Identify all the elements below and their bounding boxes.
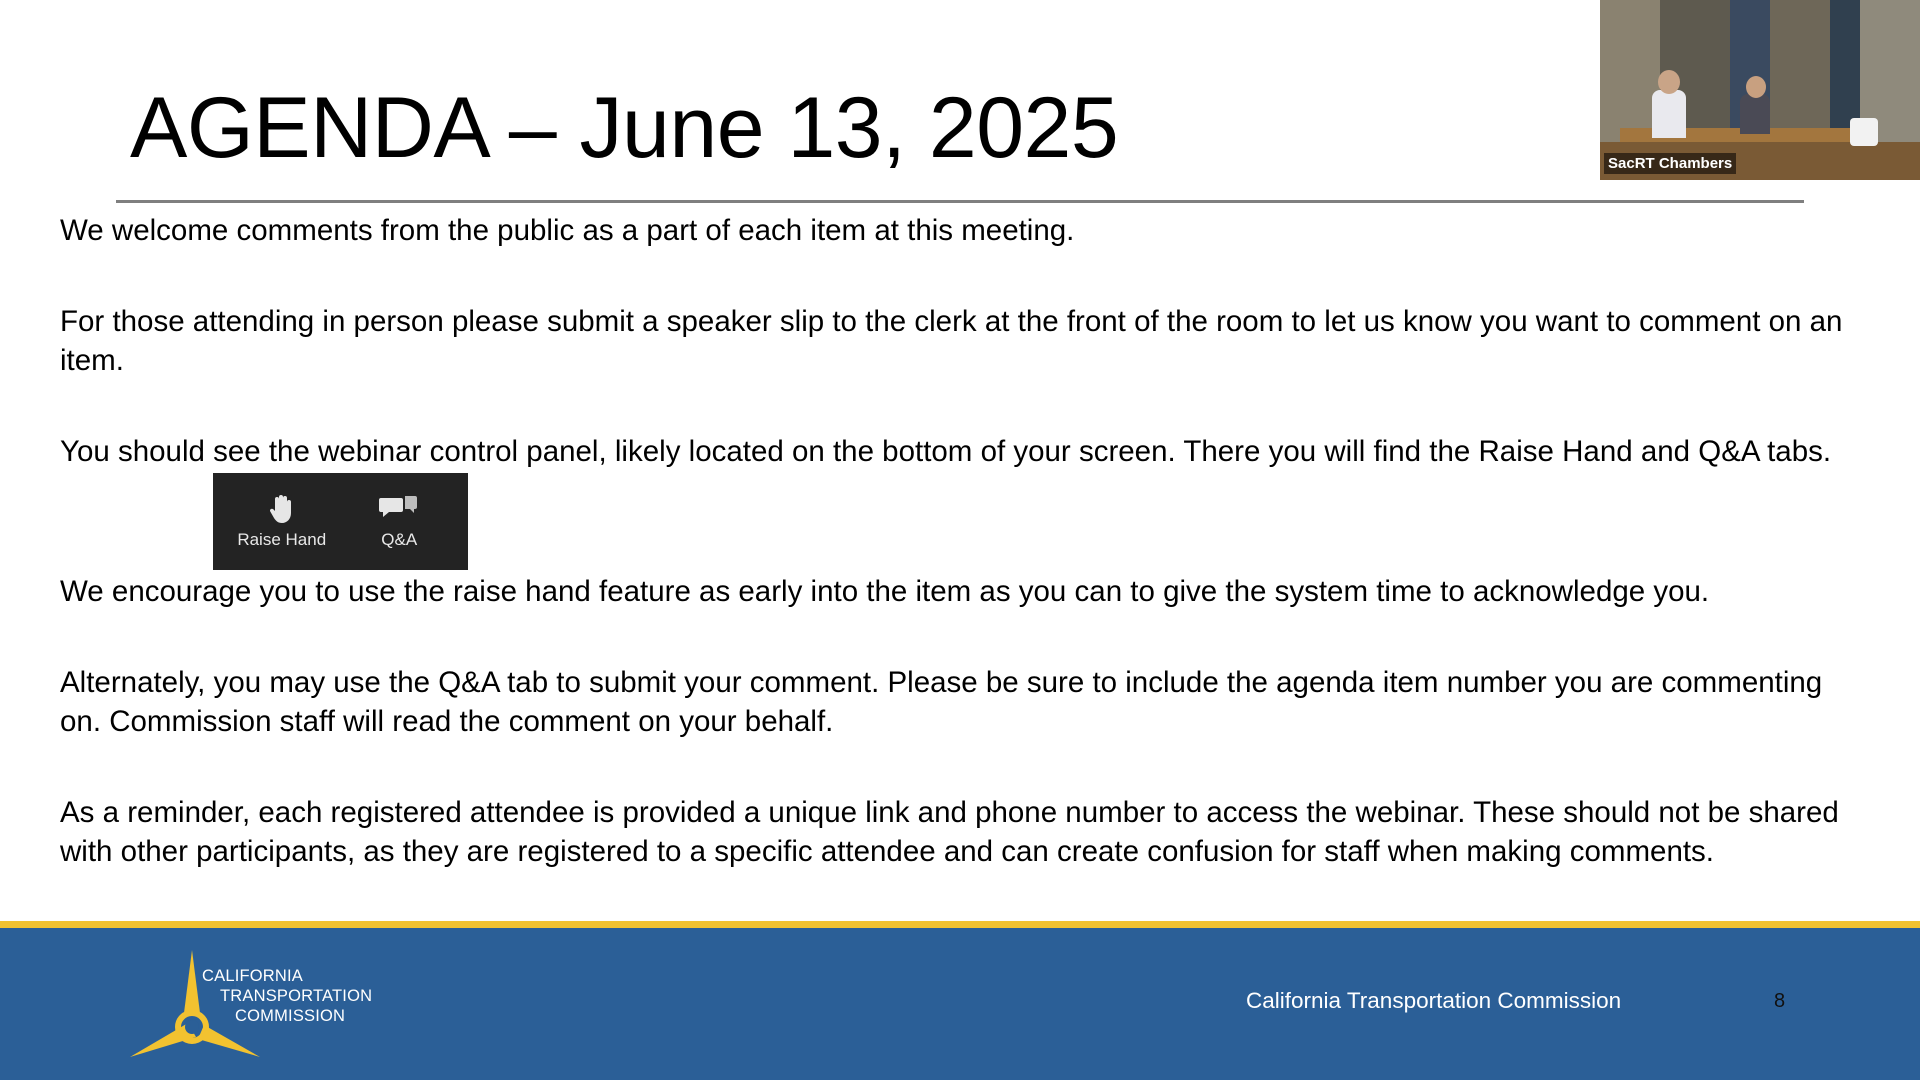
footer-accent-line [0,921,1920,928]
paragraph-speaker-slip: For those attending in person please submit a speaker slip to the clerk at the front of the room to let us know you want to comment on an item. [60,305,1843,377]
hand-icon [269,494,295,524]
raise-hand-label: Raise Hand [237,529,327,549]
paragraph-reminder: As a reminder, each registered attendee is provided a unique link and phone number to access the webinar. These should not be shared with other participants, as they are registered to a specific attendee and can create confusion for staff when making comments. [60,796,1839,868]
slide-title: AGENDA – June 13, 2025 [130,80,1119,176]
ctc-logo-text [202,966,372,1026]
video-feed-thumbnail[interactable] [1600,0,1920,180]
paragraph-control-panel: You should see the webinar control panel, likely located on the bottom of your screen. There you will find the Raise Hand and Q&A tabs. [60,435,1832,468]
paragraph-public-comments: We welcome comments from the public as a part of each item at this meeting. [60,214,1075,247]
chat-bubbles-icon [379,494,419,524]
qa-tab [344,482,454,562]
logo-line: CALIFORNIA [202,967,304,985]
footer-organization-name: California Transportation Commission [1246,988,1622,1013]
logo-line: TRANSPORTATION [220,987,373,1005]
raise-hand-tab [227,482,337,562]
webinar-controls-image [213,473,468,570]
video-feed-label: SacRT Chambers [1604,153,1736,174]
slide-page-number: 8 [1774,990,1786,1012]
logo-line: COMMISSION [235,1007,346,1025]
qa-label: Q&A [381,529,418,549]
paragraph-qa-tab: Alternately, you may use the Q&A tab to submit your comment. Please be sure to include the agenda item number you are commenting on. Commission staff will read the comment on your behalf. [60,666,1823,738]
title-divider [116,200,1804,203]
paragraph-raise-hand: We encourage you to use the raise hand feature as early into the item as you can to give the system time to acknowledge you. [60,575,1710,608]
